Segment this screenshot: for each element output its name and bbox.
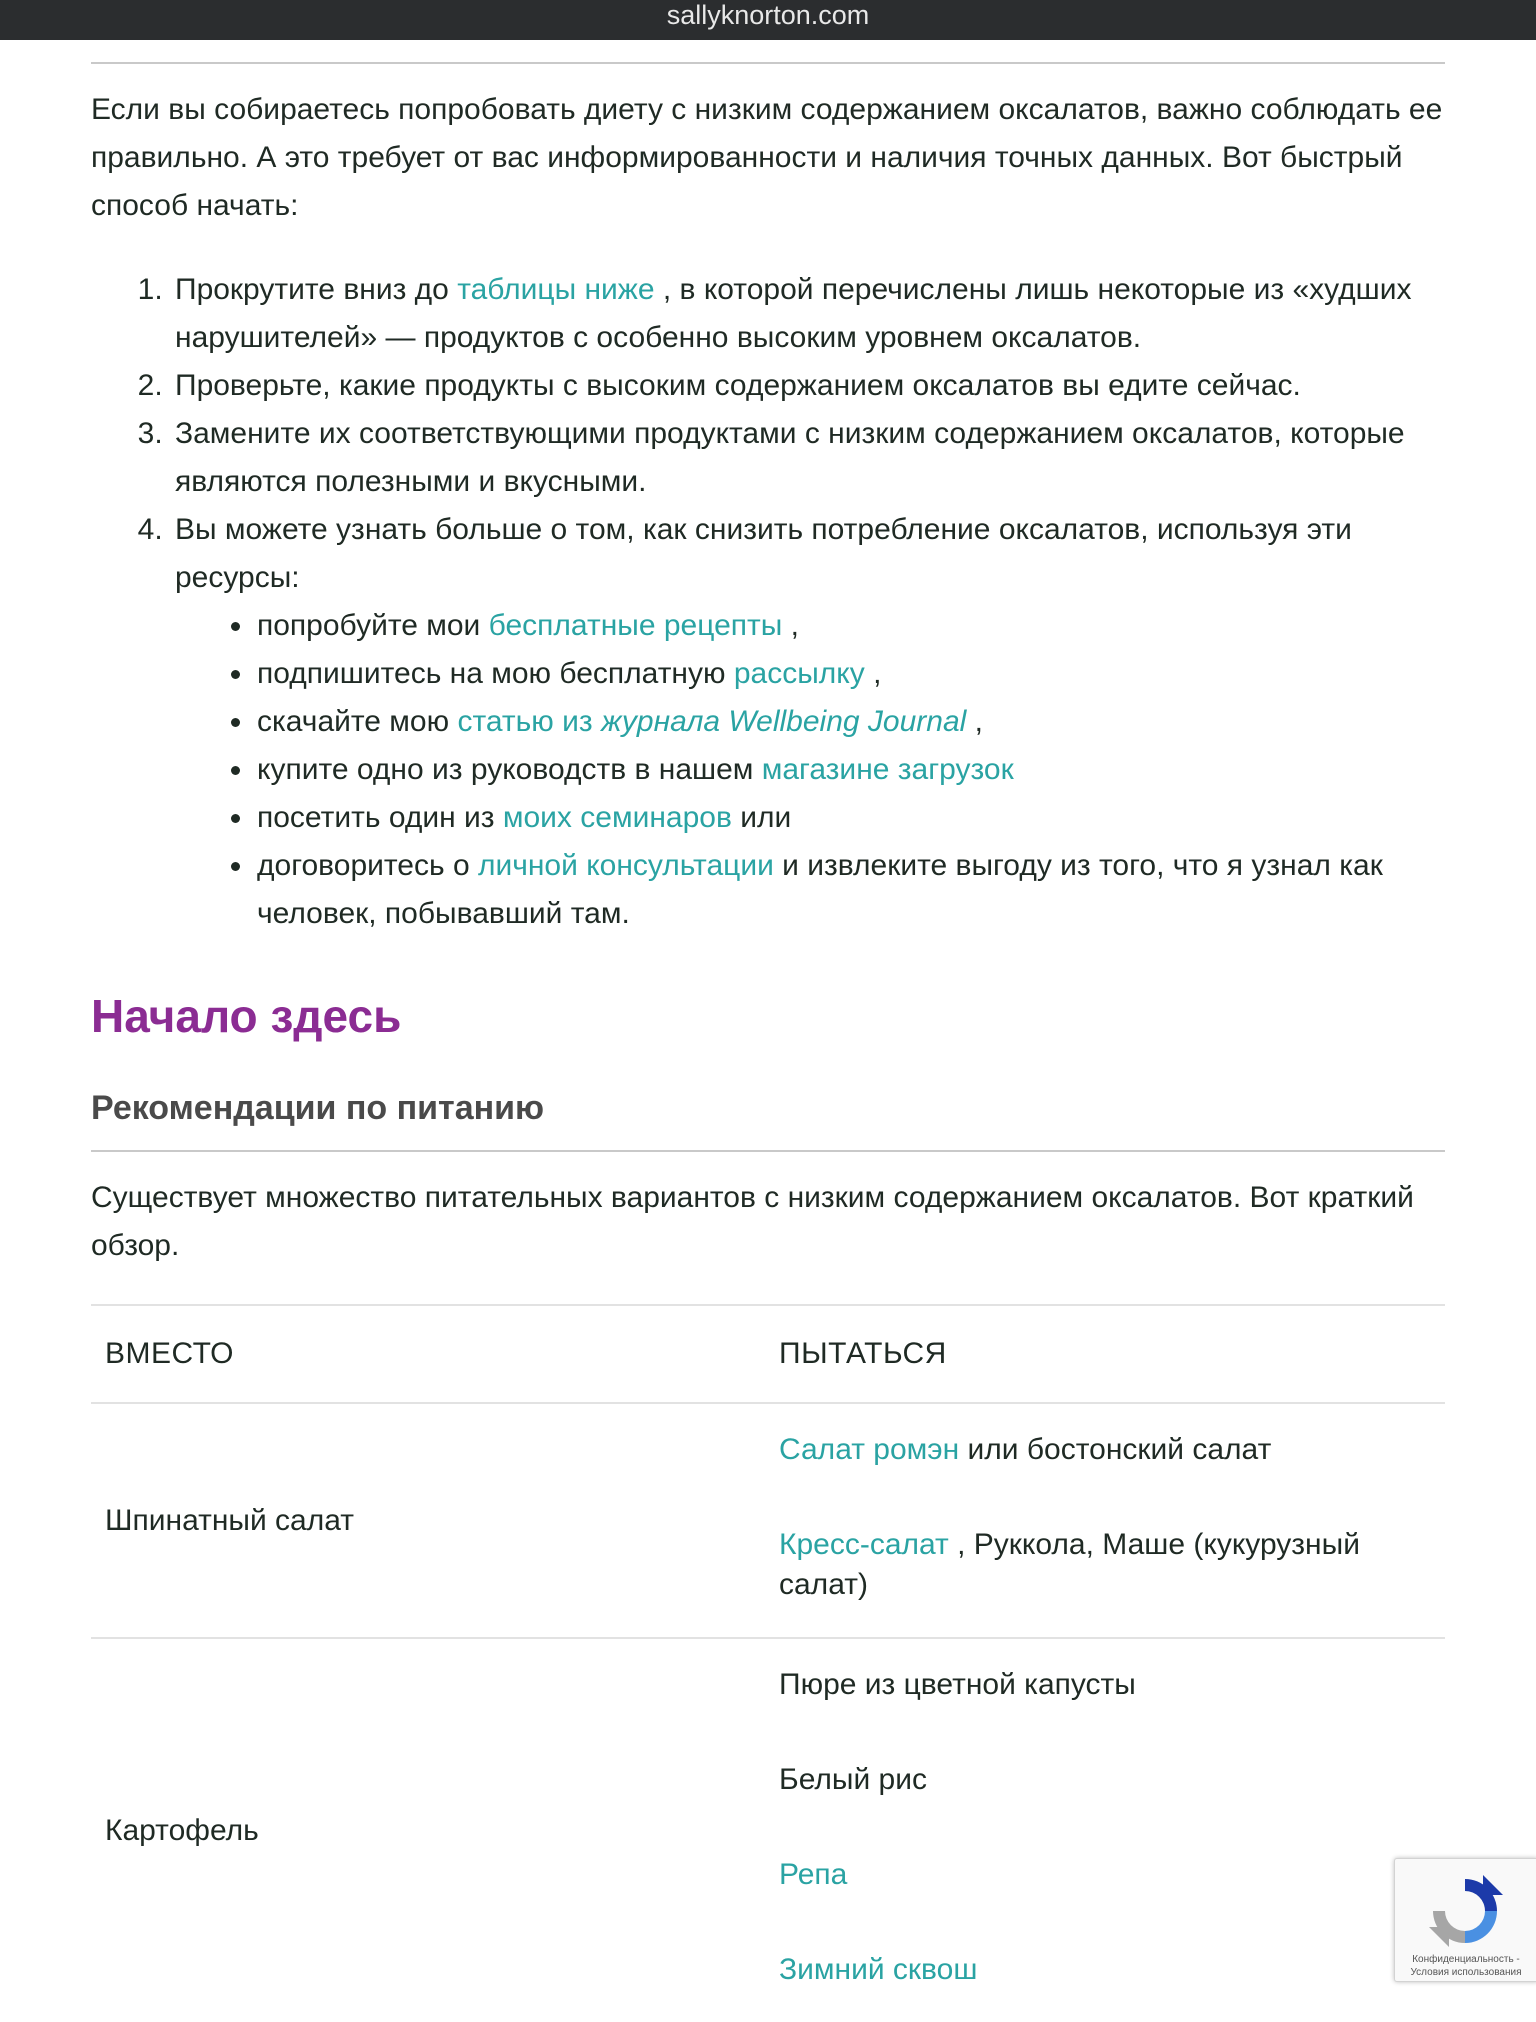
header-instead: ВМЕСТО [105,1337,234,1370]
instead-cell: Шпинатный салат [105,1503,355,1537]
option-cauliflower: Пюре из цветной капусты [779,1668,1136,1701]
header-try: ПЫТАТЬСЯ [779,1337,947,1370]
newsletter-link[interactable]: рассылку [733,657,865,690]
resource-store: • купите одно из руководств в нашем магазине загрузок [255,746,1445,794]
table-header-row [91,1305,1445,1403]
resource-recipes: • попробуйте мои бесплатные рецепты , [255,602,1445,650]
step-3: 3. Замените их соответствующими продуктами с низким содержанием оксалатов, которые являются полезными и вкусными. [171,410,1445,506]
download-store-link[interactable]: магазине загрузок [761,753,1014,786]
wellbeing-article-link[interactable]: статью из журнала Wellbeing Journal [457,705,967,738]
option-winter-squash [779,1950,1431,1990]
option-romaine: Салат ромэн или бостонский салат [779,1433,1272,1466]
resource-article: • скачайте мою статью из журнала Wellbeing Journal , [255,698,1445,746]
table-row [91,1638,1445,2022]
substitutions-table [91,1304,1445,2022]
steps-list [91,266,1445,938]
winter-squash-link[interactable]: Зимний сквош [779,1953,978,1986]
step-1: 1. Прокрутите вниз до таблицы ниже , в которой перечислены лишь некоторые из «худших нарушителей» — продуктов с особенно высоким уровнем оксалатов. [171,266,1445,362]
step-4: 4. Вы можете узнать больше о том, как снизить потребление оксалатов, используя эти ресурсы: • попробуйте мои бесплатные рецепты , • подпишитесь на мою бесплатную рассылку , • скачайте мою статью из журнала Wellbeing Journal , • купите одно из руководств в нашем магазине загрузок • посетить один из моих семинаров или • договоритесь о личной консультации и извлеките выгоду из того, что я узнал как человек, побывавший там. [171,506,1445,938]
recaptcha-links[interactable]: Конфиденциальность - Условия использования [1410,1954,1522,1978]
option-watercress: Кресс-салат , Руккола, Маше (кукурузный салат) [779,1528,1360,1601]
table-row [91,1403,1445,1638]
resource-consultation: • договоритесь о личной консультации и извлеките выгоду из того, что я узнал как человек, побывавший там. [255,842,1445,938]
article-content [91,62,1445,2022]
resource-newsletter: • подпишитесь на мою бесплатную рассылку , [255,650,1445,698]
try-cell [765,1403,1445,1638]
romaine-link[interactable]: Салат ромэн [779,1433,960,1466]
resource-seminars: • посетить один из моих семинаров или [255,794,1445,842]
url-text: sallyknorton.com [666,0,870,30]
resources-list [175,602,1445,938]
free-recipes-link[interactable]: бесплатные рецепты [488,609,783,642]
recaptcha-badge[interactable] [1394,1858,1536,1982]
watercress-link[interactable]: Кресс-салат [779,1528,949,1561]
seminars-link[interactable]: моих семинаров [502,801,732,834]
option-turnip [779,1855,1431,1895]
instead-cell: Картофель [105,1813,259,1847]
option-white-rice: Белый рис [779,1763,927,1796]
top-divider [91,62,1445,64]
table-below-link[interactable]: таблицы ниже [457,273,655,306]
intro-paragraph: Существует множество питательных вариантов с низким содержанием оксалатов. Вот краткий обзор. [91,1181,1414,1262]
step-2: 2. Проверьте, какие продукты с высоким содержанием оксалатов вы едите сейчас. [171,362,1445,410]
try-cell [765,1638,1445,2022]
section-title: Начало здесь [91,990,402,1042]
subsection-title: Рекомендации по питанию [91,1089,545,1127]
consultation-link[interactable]: личной консультации [477,849,774,882]
turnip-link[interactable]: Репа [779,1858,848,1891]
browser-url-bar[interactable] [0,0,1536,40]
subsection-divider [91,1150,1445,1152]
recaptcha-icon [1425,1871,1505,1951]
lead-paragraph: Если вы собираетесь попробовать диету с низким содержанием оксалатов, важно соблюдать ее правильно. А это требует от вас информированности и наличия точных данных. Вот быстрый способ начать: [91,93,1443,222]
